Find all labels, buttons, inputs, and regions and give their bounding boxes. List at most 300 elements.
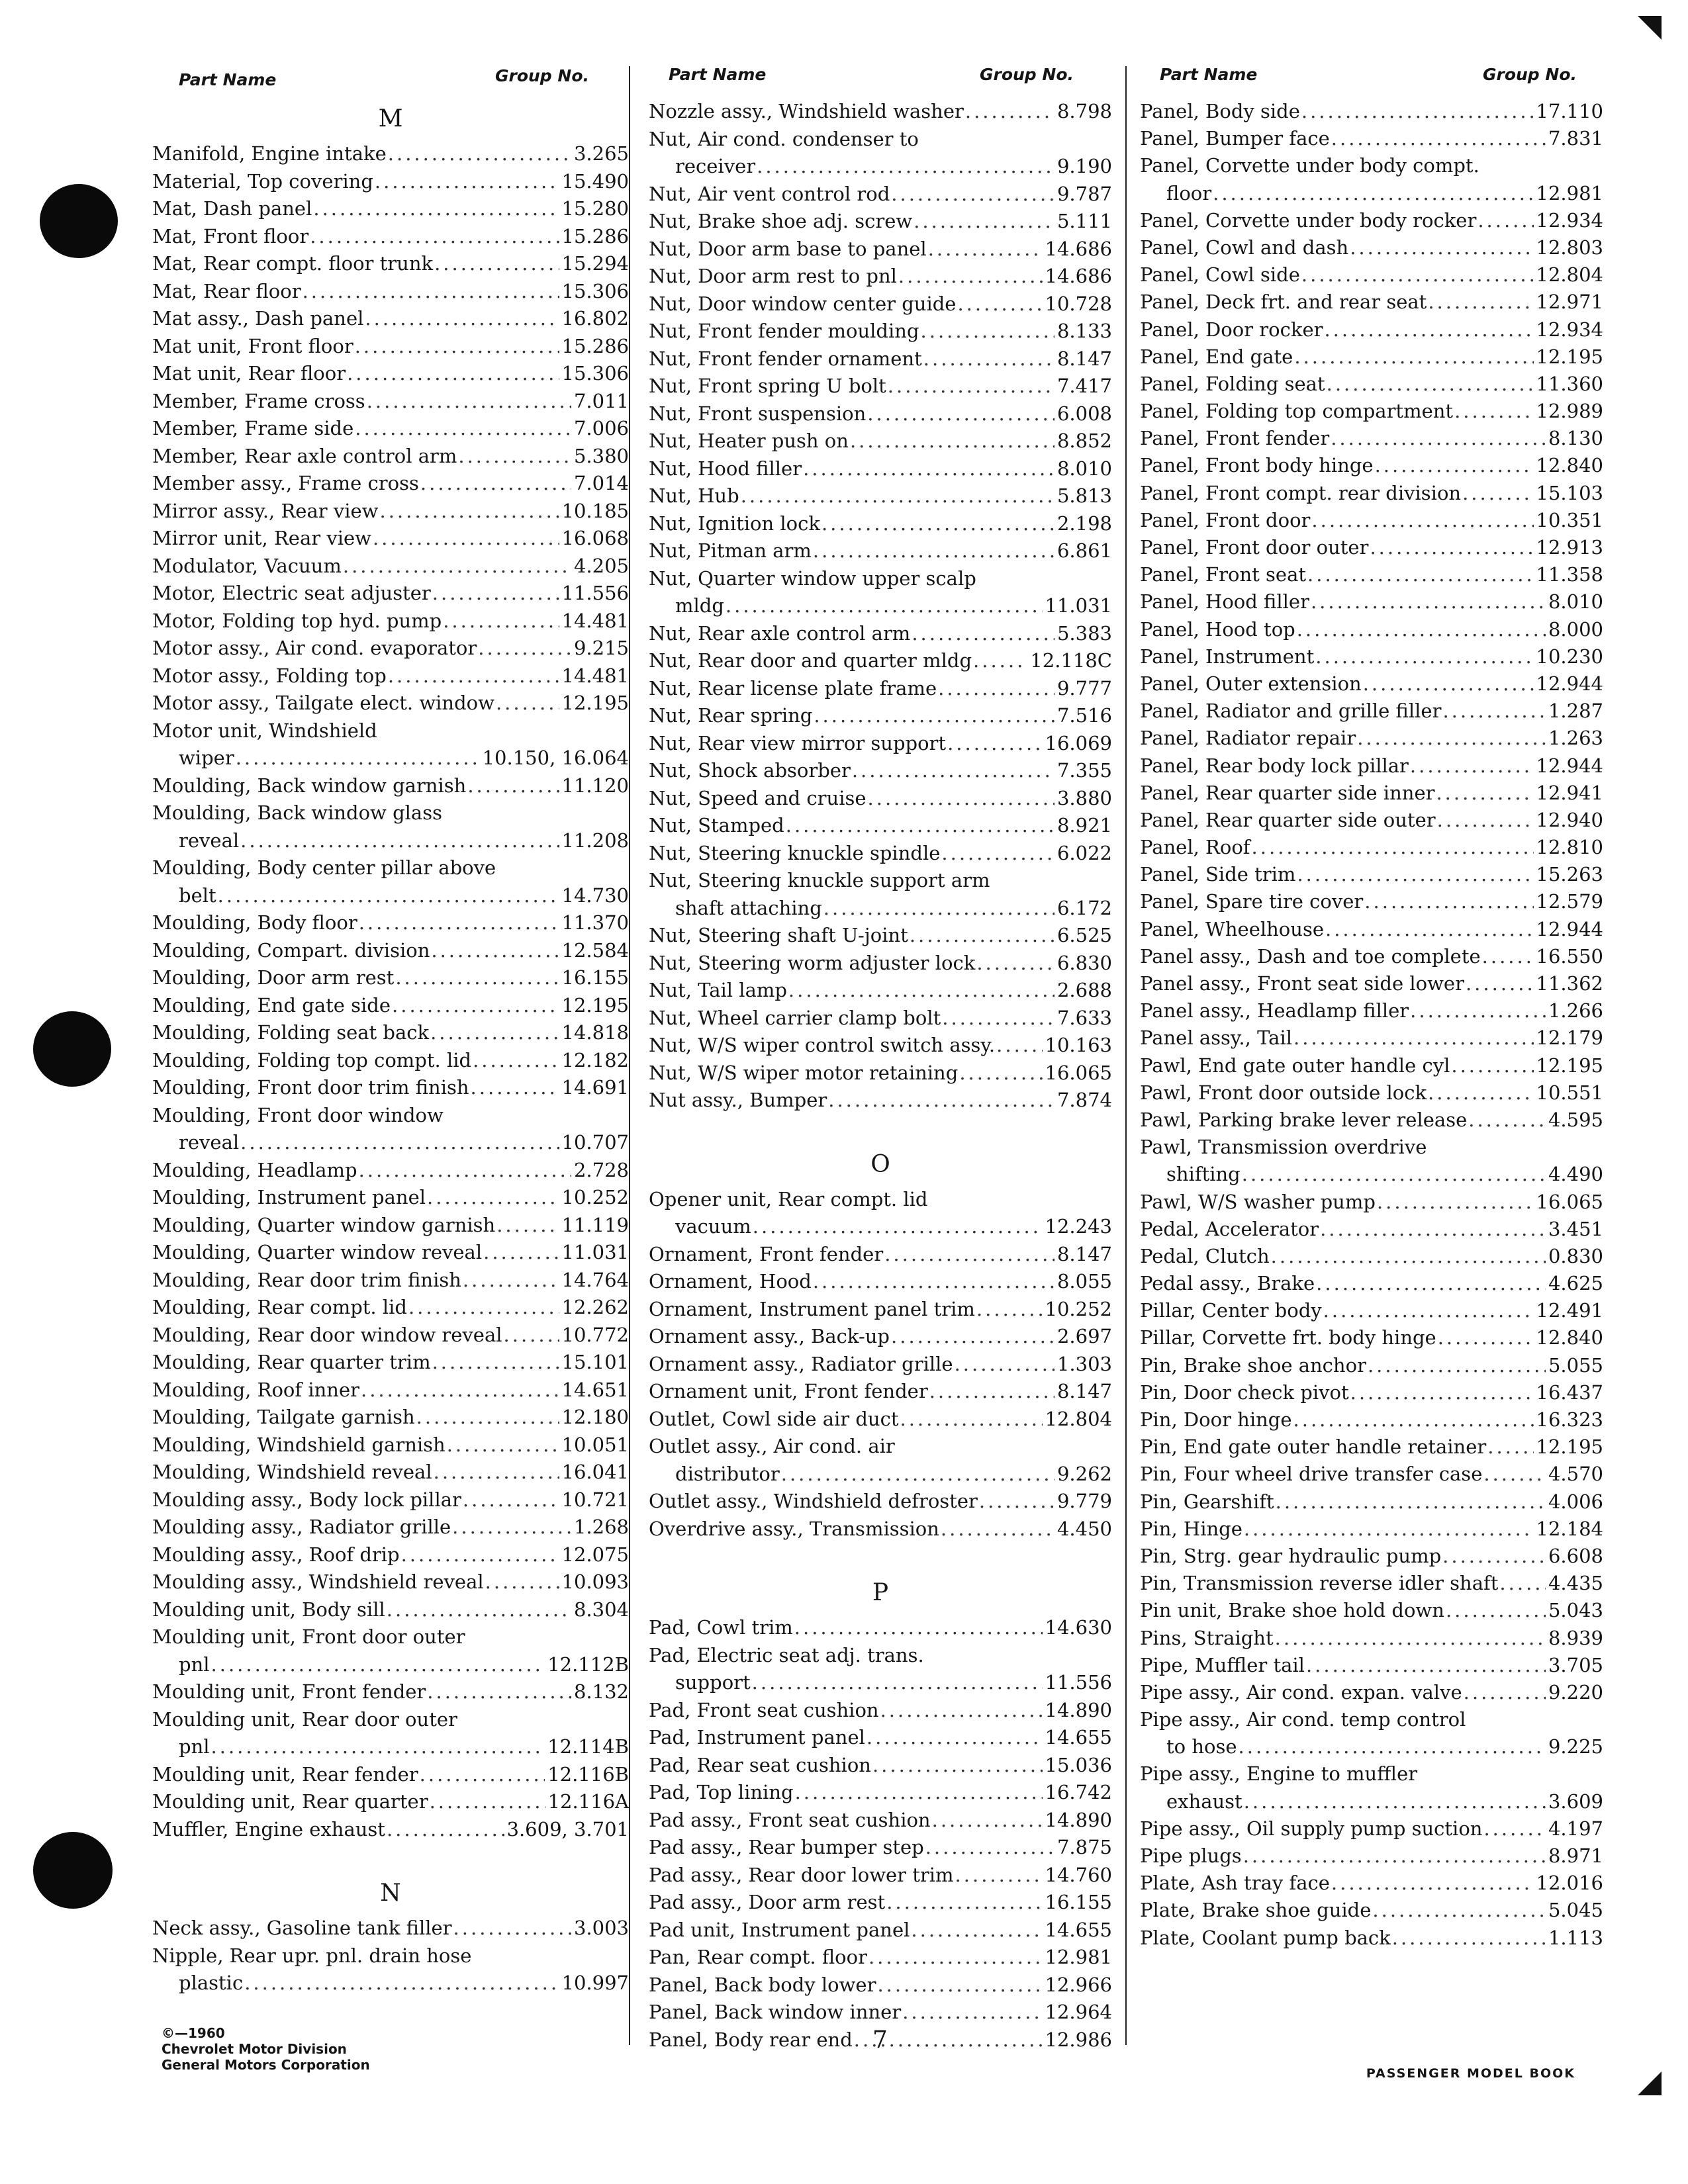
group-number: 10.230 <box>1536 645 1603 668</box>
part-name: exhaust <box>1166 1790 1243 1813</box>
group-number: 12.913 <box>1536 536 1603 559</box>
index-entry <box>1140 534 1603 561</box>
part-name: Panel, Front door outer <box>1140 536 1369 559</box>
part-name: Ornament, Instrument panel trim <box>649 1297 975 1320</box>
part-name: Moulding, Back window garnish <box>152 774 467 797</box>
group-number: 14.655 <box>1045 1726 1112 1749</box>
group-number: 8.147 <box>1056 347 1112 370</box>
part-name: Pan, Rear compt. floor <box>649 1946 867 1968</box>
index-entry <box>1140 1488 1603 1516</box>
part-name: Nut, Shock absorber <box>649 759 851 782</box>
part-name: Panel, Folding top compartment <box>1140 400 1454 423</box>
part-name: Plate, Ash tray face <box>1140 1872 1330 1895</box>
index-entry <box>1140 834 1603 861</box>
index-entry <box>152 1322 629 1349</box>
index-entry <box>152 1157 629 1185</box>
index-entry-first-line <box>649 126 1112 154</box>
dot-leader <box>1348 234 1533 261</box>
group-number: 12.966 <box>1045 1973 1112 1996</box>
dot-leader <box>751 1669 1043 1697</box>
dot-leader <box>482 1239 559 1267</box>
index-entry <box>152 223 629 251</box>
index-entry-first-line <box>1140 1760 1603 1788</box>
part-name: Nut, Steering worm adjuster lock <box>649 951 976 974</box>
part-name: shifting <box>1166 1163 1241 1186</box>
part-name: Pin, Transmission reverse idler shaft <box>1140 1572 1499 1595</box>
index-entry <box>1140 1597 1603 1624</box>
part-name-heading: Part Name <box>669 65 767 84</box>
group-number: 9.215 <box>573 637 629 659</box>
part-name: Panel, Wheelhouse <box>1140 917 1324 940</box>
dot-leader <box>1292 1024 1534 1052</box>
group-number: 8.147 <box>1056 1380 1112 1402</box>
part-name: support <box>675 1671 751 1694</box>
index-entry <box>1140 289 1603 316</box>
column-header <box>1140 61 1603 98</box>
dot-leader <box>379 498 559 525</box>
part-name: Pad assy., Rear bumper step <box>649 1836 924 1858</box>
part-name: Pad assy., Door arm rest <box>649 1891 886 1913</box>
dot-leader <box>371 525 559 553</box>
group-number: 12.118C <box>1030 649 1112 672</box>
part-name: pnl <box>179 1735 210 1758</box>
group-number: 9.777 <box>1056 676 1112 700</box>
group-number: 9.779 <box>1056 1490 1112 1512</box>
part-name: Nut, W/S wiper motor retaining <box>649 1061 959 1084</box>
group-number: 12.262 <box>561 1296 629 1318</box>
group-number: 8.133 <box>1056 320 1112 342</box>
index-entry <box>1140 1024 1603 1052</box>
group-number: 15.263 <box>1536 863 1603 886</box>
part-name: receiver <box>675 155 756 177</box>
part-name: Panel, Rear body lock pillar <box>1140 754 1409 777</box>
part-name: Nut, Steering knuckle support arm <box>649 869 990 891</box>
index-entry <box>649 510 1112 538</box>
part-name: Pawl, Parking brake lever release <box>1140 1108 1468 1131</box>
part-name: Pin unit, Brake shoe hold down <box>1140 1599 1444 1622</box>
index-entry <box>649 236 1112 263</box>
dot-leader <box>391 992 559 1020</box>
part-name: Nut, Heater push on <box>649 430 849 452</box>
dot-leader <box>385 1816 504 1844</box>
group-number: 7.006 <box>573 417 629 439</box>
dot-leader <box>363 305 559 333</box>
dot-leader <box>886 373 1055 400</box>
dot-leader <box>1409 997 1546 1024</box>
group-number: 7.633 <box>1056 1006 1112 1029</box>
part-name: Nut, Steering knuckle spindle <box>649 841 941 864</box>
index-entry <box>152 1184 629 1212</box>
index-entry <box>649 1889 1112 1917</box>
part-name: Motor assy., Tailgate elect. window <box>152 692 494 714</box>
dot-leader <box>365 388 571 416</box>
dot-leader <box>1436 807 1534 834</box>
group-number: 14.764 <box>561 1268 629 1291</box>
index-entry <box>649 345 1112 373</box>
section-letter: N <box>380 1880 401 1907</box>
index-entry <box>152 553 629 580</box>
index-entry <box>1140 452 1603 479</box>
part-name: Panel, Side trim <box>1140 863 1296 886</box>
group-number: 12.116A <box>547 1790 629 1813</box>
dot-leader <box>1409 752 1534 780</box>
index-entry <box>1140 1461 1603 1488</box>
group-number: 12.964 <box>1045 2001 1112 2023</box>
group-number: 12.941 <box>1536 781 1603 804</box>
dot-leader <box>433 250 559 278</box>
dot-leader <box>910 1917 1042 1944</box>
index-entry <box>152 1212 629 1240</box>
index-entry <box>1140 861 1603 888</box>
group-number: 6.525 <box>1056 924 1112 946</box>
index-entry <box>1140 125 1603 152</box>
part-name: Panel, Hood top <box>1140 617 1295 641</box>
index-entry <box>1140 1897 1603 1924</box>
index-entry <box>649 1351 1112 1379</box>
group-number: 7.874 <box>1056 1089 1112 1111</box>
dot-leader <box>1314 643 1533 670</box>
part-name: mldg <box>675 594 724 617</box>
dot-leader <box>931 1807 1043 1835</box>
part-name: Panel, End gate <box>1140 345 1293 368</box>
part-name: Member assy., Frame cross <box>152 472 419 494</box>
part-name: Panel assy., Front seat side lower <box>1140 972 1464 995</box>
index-entry <box>649 455 1112 483</box>
index-entry <box>1140 480 1603 507</box>
dot-leader <box>755 153 1055 181</box>
index-entry <box>152 882 629 910</box>
part-name: Moulding, Body center pillar above <box>152 856 496 879</box>
dot-leader <box>1444 1597 1546 1624</box>
dot-leader <box>1481 943 1534 970</box>
index-entry-first-line <box>1140 1706 1603 1733</box>
index-entry <box>1140 1925 1603 1952</box>
dot-leader <box>867 785 1055 813</box>
group-number: 15.306 <box>561 279 629 302</box>
part-name: Moulding, Tailgate garnish <box>152 1406 415 1428</box>
part-name: Mat assy., Dash panel <box>152 307 364 330</box>
dot-leader <box>975 1296 1043 1324</box>
part-name: Pedal assy., Brake <box>1140 1272 1315 1295</box>
part-name: Panel, Front fender <box>1140 427 1330 450</box>
index-entry <box>152 525 629 553</box>
index-entry <box>649 592 1112 620</box>
dot-leader <box>387 140 571 168</box>
dot-leader <box>897 263 1043 291</box>
index-entry <box>152 388 629 416</box>
group-number: 12.016 <box>1536 1872 1603 1895</box>
dot-leader <box>1274 1488 1546 1516</box>
dot-leader <box>1436 1324 1534 1351</box>
index-entry-first-line <box>152 799 629 827</box>
dot-leader <box>346 360 559 388</box>
index-entry <box>152 415 629 443</box>
part-name: Pipe assy., Engine to muffler <box>1140 1762 1418 1786</box>
part-name: Pin, Hinge <box>1140 1517 1243 1540</box>
dot-leader <box>1243 1516 1534 1543</box>
dot-leader <box>849 428 1055 455</box>
part-name: Pin, Door check pivot <box>1140 1381 1349 1404</box>
part-name: Moulding assy., Windshield reveal <box>152 1570 484 1593</box>
index-entry <box>1140 425 1603 452</box>
group-number: 17.110 <box>1536 100 1603 122</box>
dot-leader <box>357 909 559 937</box>
part-name: Pins, Straight <box>1140 1626 1274 1649</box>
corporation-name: General Motors Corporation <box>162 2057 370 2073</box>
index-entry-first-line <box>152 1102 629 1130</box>
index-entry <box>1140 180 1603 207</box>
group-number: 15.036 <box>1045 1753 1112 1776</box>
dot-leader <box>1211 180 1533 207</box>
group-number: 5.383 <box>1056 621 1112 645</box>
part-name: Pad, Electric seat adj. trans. <box>649 1643 924 1666</box>
index-column-2 <box>649 61 1112 2054</box>
dot-leader <box>876 1972 1042 1999</box>
dot-leader <box>1242 1843 1546 1870</box>
index-entry <box>152 470 629 498</box>
dot-leader <box>461 1267 559 1295</box>
part-name: to hose <box>1166 1735 1237 1758</box>
index-entry <box>649 1378 1112 1406</box>
dot-leader <box>239 1129 559 1157</box>
part-name: Nut, Hub <box>649 484 739 507</box>
index-entry <box>649 1032 1112 1060</box>
part-name: Moulding unit, Front door outer <box>152 1625 465 1648</box>
index-entry <box>152 1678 629 1706</box>
group-number: 3.705 <box>1548 1653 1603 1676</box>
part-name: Mat, Dash panel <box>152 197 312 220</box>
corner-mark-top-right <box>1635 13 1664 42</box>
part-name: Moulding unit, Rear door outer <box>152 1707 457 1731</box>
dot-leader <box>1363 888 1533 915</box>
index-entry <box>649 428 1112 455</box>
group-number: 6.008 <box>1056 402 1112 425</box>
index-entry <box>1140 1352 1603 1379</box>
part-name: Nut, Rear spring <box>649 704 813 727</box>
group-number: 12.971 <box>1536 291 1603 314</box>
dot-leader <box>751 1213 1043 1241</box>
part-name: floor <box>1166 181 1212 205</box>
group-number: 8.010 <box>1548 590 1603 614</box>
index-entry <box>1140 588 1603 615</box>
dot-leader <box>469 1074 559 1102</box>
index-entry <box>152 278 629 306</box>
dot-leader <box>1305 1652 1546 1679</box>
index-entry <box>152 690 629 717</box>
group-number: 11.031 <box>561 1241 629 1263</box>
group-number: 16.041 <box>561 1461 629 1483</box>
group-number: 4.570 <box>1548 1463 1603 1486</box>
part-name: Nut, Quarter window upper scalp <box>649 567 976 590</box>
part-name: Pipe, Muffler tail <box>1140 1653 1305 1676</box>
part-name: Pad assy., Rear door lower trim <box>649 1863 954 1886</box>
part-name: Nut, Door arm base to panel <box>649 237 927 260</box>
part-name: Nut, Rear view mirror support <box>649 731 947 754</box>
group-number: 3.609, 3.701 <box>506 1817 629 1841</box>
part-name: Nut, Tail lamp <box>649 979 787 1001</box>
group-number: 14.651 <box>561 1378 629 1401</box>
index-entry <box>1140 1788 1603 1815</box>
part-name: Muffler, Engine exhaust <box>152 1817 385 1841</box>
group-number: 12.195 <box>561 993 629 1017</box>
part-name: Plate, Coolant pump back <box>1140 1926 1391 1949</box>
dot-leader <box>494 690 559 717</box>
dot-leader <box>898 1406 1042 1433</box>
part-name: Pad, Instrument panel <box>649 1726 865 1749</box>
dot-leader <box>879 1697 1043 1725</box>
index-entry <box>1140 234 1603 261</box>
column-header <box>152 61 629 98</box>
index-entry <box>1140 561 1603 588</box>
index-entry <box>152 1486 629 1514</box>
group-number: 9.225 <box>1548 1735 1603 1758</box>
part-name: Opener unit, Rear compt. lid <box>649 1187 928 1210</box>
index-entry <box>649 895 1112 923</box>
group-number: 15.294 <box>561 252 629 275</box>
group-number: 14.481 <box>561 664 629 687</box>
dot-leader <box>1330 125 1546 152</box>
index-entry <box>152 1970 629 1997</box>
dot-leader <box>802 455 1055 483</box>
part-name: Nut, Air cond. condenser to <box>649 127 919 150</box>
index-entry <box>649 98 1112 126</box>
group-number: 2.688 <box>1056 979 1112 1001</box>
index-entry <box>649 1516 1112 1543</box>
column-header <box>649 61 1112 98</box>
group-no-heading: Group No. <box>1482 65 1577 84</box>
dot-leader <box>978 1488 1055 1516</box>
group-number: 12.986 <box>1045 2028 1112 2051</box>
index-entry <box>1140 1679 1603 1706</box>
part-name: Moulding, Windshield reveal <box>152 1461 432 1483</box>
dot-leader <box>216 882 559 910</box>
part-name: vacuum <box>675 1215 751 1238</box>
dot-leader <box>451 1514 571 1541</box>
part-name: Nut, Brake shoe adj. screw <box>649 210 913 232</box>
index-entry <box>1140 1516 1603 1543</box>
group-number: 10.772 <box>561 1323 629 1346</box>
part-name: Pin, Door hinge <box>1140 1408 1292 1431</box>
part-name: reveal <box>179 1131 240 1154</box>
part-name: Moulding unit, Body sill <box>152 1598 385 1621</box>
part-name: Nut, Wheel carrier clamp bolt <box>649 1006 941 1029</box>
dot-leader <box>812 1268 1055 1296</box>
index-entry <box>1140 1161 1603 1188</box>
dot-leader <box>210 1733 545 1761</box>
group-number: 12.840 <box>1536 454 1603 477</box>
index-entry <box>649 702 1112 730</box>
part-name: Outlet assy., Air cond. air <box>649 1435 895 1457</box>
dot-leader <box>418 1761 545 1789</box>
part-name: Moulding unit, Front fender <box>152 1680 426 1703</box>
index-entry <box>649 263 1112 291</box>
dot-leader <box>739 482 1055 510</box>
index-entry <box>649 1268 1112 1296</box>
index-entry <box>649 1669 1112 1697</box>
group-number: 2.198 <box>1056 512 1112 535</box>
dot-leader <box>793 1614 1043 1642</box>
group-number: 12.584 <box>561 938 629 962</box>
index-entry <box>649 1724 1112 1752</box>
dot-leader <box>780 1461 1055 1488</box>
dot-leader <box>1309 588 1546 615</box>
index-entry <box>152 1651 629 1679</box>
dot-leader <box>342 553 571 580</box>
index-entry <box>152 443 629 471</box>
part-name: shaft attaching <box>675 896 822 919</box>
group-number: 11.119 <box>561 1213 629 1236</box>
part-name: Motor, Folding top hyd. pump <box>152 609 442 632</box>
index-entry <box>152 250 629 278</box>
dot-leader <box>975 950 1055 978</box>
part-name: Mirror assy., Rear view <box>152 499 379 522</box>
group-number: 1.263 <box>1548 727 1603 750</box>
dot-leader <box>910 620 1055 648</box>
index-entry <box>152 1377 629 1404</box>
group-number: 12.579 <box>1536 890 1603 913</box>
group-number: 4.595 <box>1548 1108 1603 1131</box>
group-number: 10.728 <box>1045 292 1112 315</box>
index-entry-first-line <box>152 1706 629 1734</box>
part-name: Panel, Rear quarter side inner <box>1140 781 1435 804</box>
group-number: 15.101 <box>561 1351 629 1373</box>
group-number: 16.550 <box>1536 944 1603 968</box>
dot-leader <box>1427 1079 1533 1107</box>
index-entry-first-line <box>649 867 1112 895</box>
index-entry <box>152 909 629 937</box>
group-number: 11.360 <box>1536 372 1603 395</box>
dot-leader <box>308 223 559 251</box>
part-name: Nut, Rear door and quarter mldg <box>649 649 972 672</box>
part-name: Member, Frame cross <box>152 389 365 412</box>
part-name: Moulding, End gate side <box>152 993 391 1017</box>
index-entry <box>649 537 1112 565</box>
dot-leader <box>820 510 1055 538</box>
index-entry <box>152 498 629 525</box>
dot-leader <box>1349 1379 1534 1406</box>
group-number: 11.031 <box>1045 594 1112 617</box>
dot-leader <box>385 1596 571 1624</box>
index-entry <box>649 620 1112 648</box>
group-number: 9.190 <box>1056 155 1112 177</box>
part-name: Moulding, Rear door window reveal <box>152 1323 502 1346</box>
group-number: 2.697 <box>1056 1325 1112 1347</box>
dot-leader <box>426 1184 559 1212</box>
index-entry <box>1140 943 1603 970</box>
part-name: Nipple, Rear upr. pnl. drain hose <box>152 1944 472 1967</box>
part-name: Pad, Top lining <box>649 1781 794 1803</box>
group-number: 3.451 <box>1548 1217 1603 1240</box>
division-name: Chevrolet Motor Division <box>162 2041 347 2057</box>
group-no-heading: Group No. <box>494 66 589 85</box>
part-name: Moulding unit, Rear fender <box>152 1762 418 1786</box>
group-number: 10.252 <box>561 1186 629 1208</box>
part-name: Nut assy., Bumper <box>649 1089 827 1111</box>
group-number: 12.981 <box>1045 1946 1112 1968</box>
index-entry <box>649 1461 1112 1488</box>
part-name: Moulding, Rear quarter trim <box>152 1351 431 1373</box>
group-number: 7.014 <box>573 472 629 494</box>
part-name: Panel, Front body hinge <box>1140 454 1374 477</box>
part-name: Member, Rear axle control arm <box>152 444 457 467</box>
part-name: Moulding, Front door trim finish <box>152 1076 469 1099</box>
index-entry <box>649 1917 1112 1944</box>
group-number: 14.686 <box>1045 265 1112 287</box>
section-letter: M <box>378 105 403 132</box>
dot-leader <box>1441 1543 1546 1570</box>
part-name: Nut, Front spring U bolt <box>649 375 886 397</box>
part-name: Nozzle assy., Windshield washer <box>649 100 964 122</box>
